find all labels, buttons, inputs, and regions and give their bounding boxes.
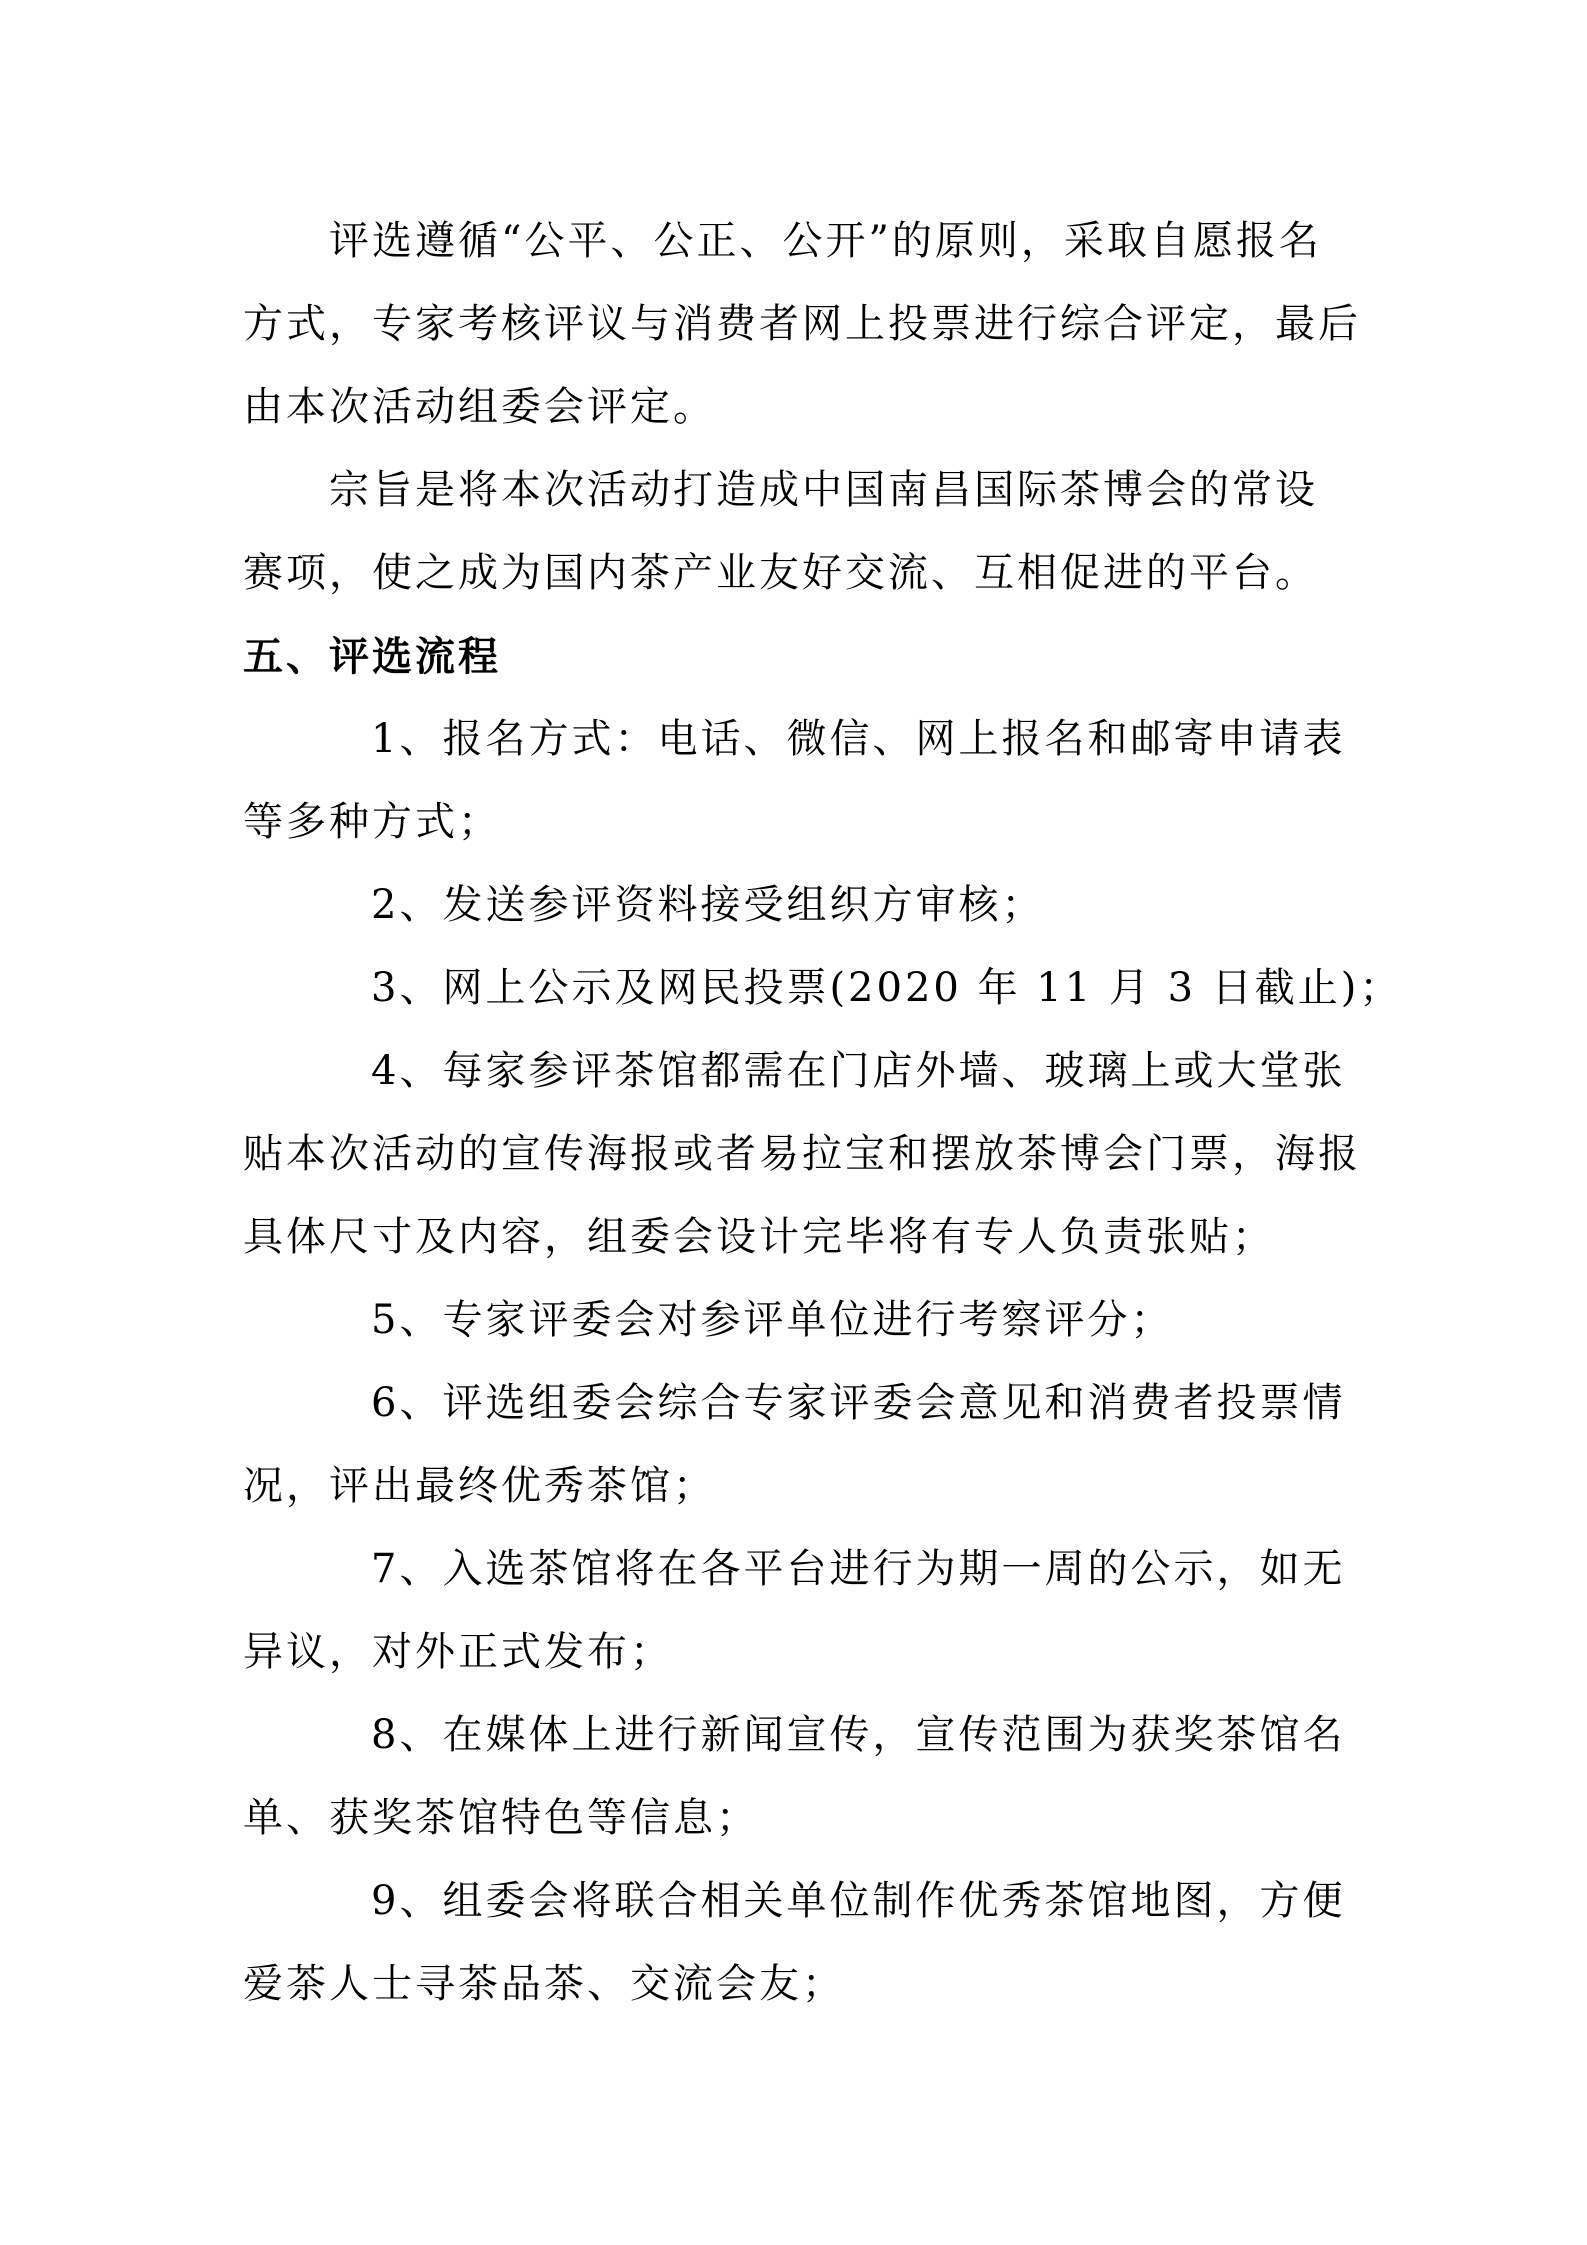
step-8-line-1: 8、在媒体上进行新闻宣传，宣传范围为获奖茶馆名 — [371, 1712, 1346, 1758]
paragraph-1-line-3: 由本次活动组委会评定。 — [243, 384, 716, 430]
step-9-line-1: 9、组委会将联合相关单位制作优秀茶馆地图，方便 — [371, 1878, 1346, 1924]
step-4-line-2: 贴本次活动的宣传海报或者易拉宝和摆放茶博会门票，海报 — [243, 1131, 1361, 1177]
step-7-line-2: 异议，对外正式发布； — [243, 1629, 673, 1675]
step-7-line-1: 7、入选茶馆将在各平台进行为期一周的公示，如无 — [371, 1546, 1346, 1592]
step-1-line-2: 等多种方式； — [243, 799, 501, 845]
step-9-line-2: 爱茶人士寻茶品茶、交流会友； — [243, 1961, 845, 2007]
step-3-line-1: 3、网上公示及网民投票(2020 年 11 月 3 日截止)； — [371, 965, 1403, 1011]
step-1-line-1: 1、报名方式：电话、微信、网上报名和邮寄申请表 — [371, 716, 1346, 762]
section-heading: 五、评选流程 — [243, 633, 501, 680]
step-5-line-1: 5、专家评委会对参评单位进行考察评分； — [371, 1297, 1174, 1343]
step-6-line-1: 6、评选组委会综合专家评委会意见和消费者投票情 — [371, 1380, 1346, 1426]
paragraph-2-line-2: 赛项，使之成为国内茶产业友好交流、互相促进的平台。 — [243, 550, 1318, 596]
step-4-line-3: 具体尺寸及内容，组委会设计完毕将有专人负责张贴； — [243, 1214, 1275, 1260]
document-body — [243, 200, 1403, 2026]
step-4-line-1: 4、每家参评茶馆都需在门店外墙、玻璃上或大堂张 — [371, 1048, 1346, 1094]
step-6-line-2: 况，评出最终优秀茶馆； — [243, 1463, 716, 1509]
paragraph-1-line-2: 方式，专家考核评议与消费者网上投票进行综合评定，最后 — [243, 301, 1361, 347]
paragraph-1-line-1: 评选遵循“公平、公正、公开”的原则，采取自愿报名 — [329, 218, 1322, 264]
step-2-line-1: 2、发送参评资料接受组织方审核； — [371, 882, 1045, 928]
paragraph-2-line-1: 宗旨是将本次活动打造成中国南昌国际茶博会的常设 — [329, 467, 1318, 513]
step-8-line-2: 单、获奖茶馆特色等信息； — [243, 1795, 759, 1841]
